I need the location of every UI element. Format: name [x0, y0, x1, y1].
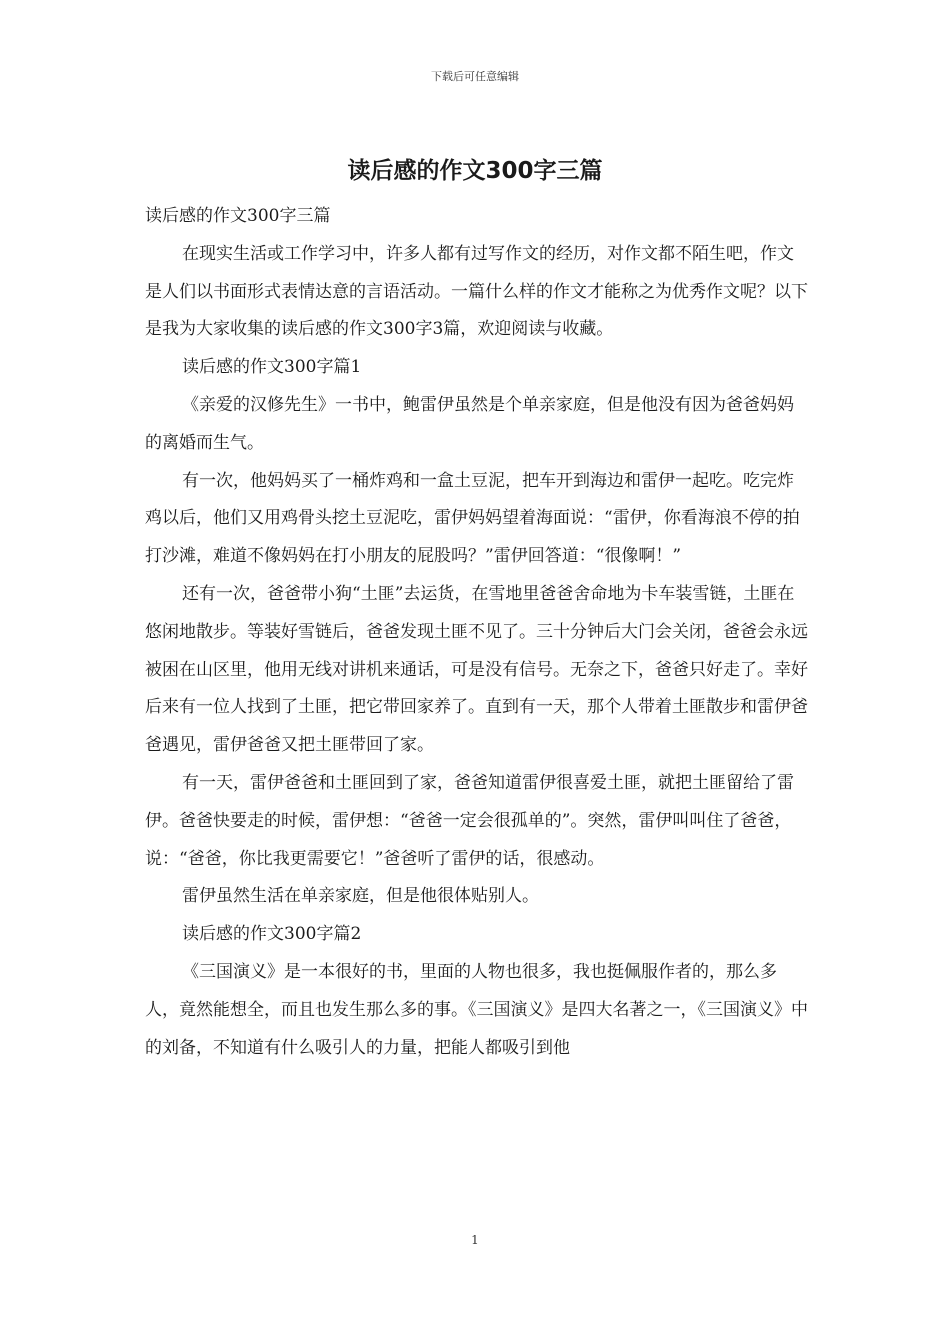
- body-paragraph: 读后感的作文300字篇1: [182, 357, 362, 378]
- body-paragraph: 有一次，他妈妈买了一桶炸鸡和一盒土豆泥，把车开到海边和雷伊一起吃。吃完炸鸡以后，他们又用鸡骨头挖土豆泥吃，雷伊妈妈望着海面说：“雷伊，你看海浪不停的拍打沙滩，难道不像妈妈在打小朋友的屁股吗？”雷伊回答道：“很像啊！”: [145, 470, 800, 567]
- document-body: [145, 198, 809, 1067]
- subtitle-paragraph: 读后感的作文300字三篇: [145, 206, 331, 226]
- body-paragraph: 《三国演义》是一本很好的书，里面的人物也很多，我也挺佩服作者的，那么多人，竟然能想全，而且也发生那么多的事。《三国演义》是四大名著之一，《三国演义》中的刘备，不知道有什么吸引人的力量，把能人都吸引到他: [145, 961, 808, 1058]
- body-paragraph: 雷伊虽然生活在单亲家庭，但是他很体贴别人。: [182, 886, 539, 907]
- page-number: 1: [471, 1233, 479, 1247]
- body-paragraph: 在现实生活或工作学习中，许多人都有过写作文的经历，对作文都不陌生吧，作文是人们以书面形式表情达意的言语活动。一篇什么样的作文才能称之为优秀作文呢？以下是我为大家收集的读后感的作文300字3篇，欢迎阅读与收藏。: [145, 243, 808, 340]
- document-title: 读后感的作文300字三篇: [347, 158, 603, 184]
- body-paragraph: 《亲爱的汉修先生》一书中，鲍雷伊虽然是个单亲家庭，但是他没有因为爸爸妈妈的离婚而生气。: [145, 394, 794, 453]
- body-paragraph: 还有一次，爸爸带小狗“土匪”去运货，在雪地里爸爸舍命地为卡车装雪链，土匪在悠闲地散步。等装好雪链后，爸爸发现土匪不见了。三十分钟后大门会关闭，爸爸会永远被困在山区里，他用无线对讲机来通话，可是没有信号。无奈之下，爸爸只好走了。幸好后来有一位人找到了土匪，把它带回家养了。直到有一天，那个人带着土匪散步和雷伊爸爸遇见，雷伊爸爸又把土匪带回了家。: [145, 583, 808, 756]
- page-header-note: 下载后可任意编辑: [431, 70, 519, 83]
- body-paragraph: 读后感的作文300字篇2: [182, 924, 362, 945]
- body-paragraph: 有一天，雷伊爸爸和土匪回到了家，爸爸知道雷伊很喜爱土匪，就把土匪留给了雷伊。爸爸快要走的时候，雷伊想：“爸爸一定会很孤单的”。突然，雷伊叫叫住了爸爸，说：“爸爸，你比我更需要它！”爸爸听了雷伊的话，很感动。: [145, 772, 794, 869]
